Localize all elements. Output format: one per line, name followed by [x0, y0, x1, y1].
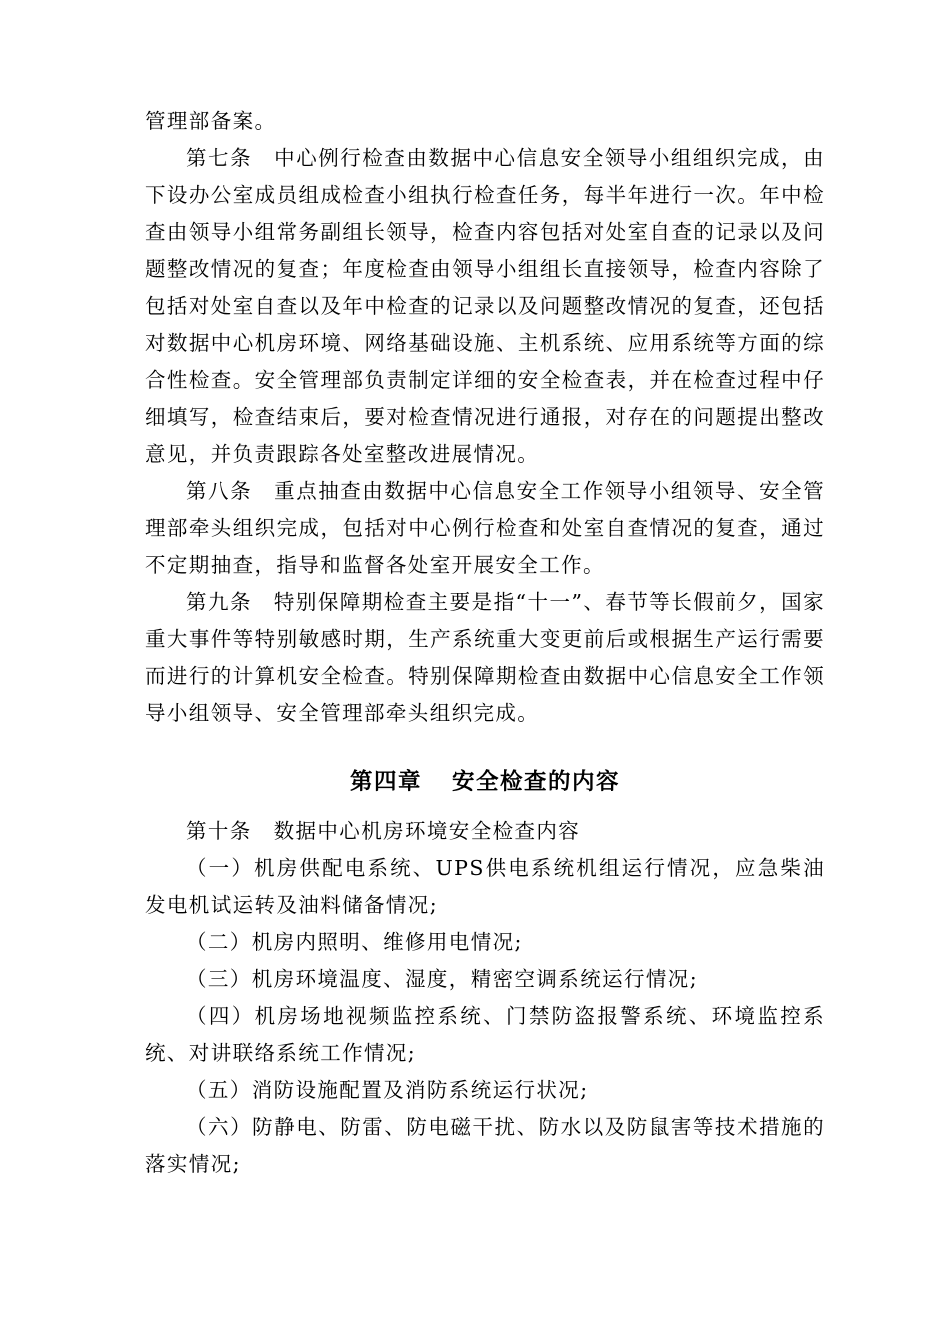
list-item-2: （二）机房内照明、维修用电情况; — [186, 930, 523, 954]
document-body — [145, 103, 825, 1183]
chapter-title: 安全检查的内容 — [452, 769, 621, 795]
article-10: 第十条 数据中心机房环境安全检查内容 — [186, 819, 581, 843]
article-9: 第九条 特别保障期检查主要是指“十一”、春节等长假前夕，国家重大事件等特别敏感时期，生产系统重大变更前后或根据生产运行需要而进行的计算机安全检查。特别保障期检查由数据中心信息安全工作领导小组领导、安全管理部牵头组织完成。 — [145, 590, 825, 725]
chapter-heading — [145, 767, 825, 797]
list-item-6: （六）防静电、防雷、防电磁干扰、防水以及防鼠害等技术措施的落实情况; — [145, 1115, 825, 1176]
chapter-number: 第四章 — [349, 769, 422, 795]
list-item-3: （三）机房环境温度、湿度，精密空调系统运行情况; — [186, 967, 699, 991]
list-item-5: （五）消防设施配置及消防系统运行状况; — [186, 1078, 589, 1102]
list-item-1: （一）机房供配电系统、UPS供电系统机组运行情况，应急柴油发电机试运转及油料储备情况; — [145, 856, 825, 917]
article-7: 第七条 中心例行检查由数据中心信息安全领导小组组织完成，由下设办公室成员组成检查小组执行检查任务，每半年进行一次。年中检查由领导小组常务副组长领导，检查内容包括对处室自查的记录以及问题整改情况的复查；年度检查由领导小组组长直接领导，检查内容除了包括对处室自查以及年中检查的记录以及问题整改情况的复查，还包括对数据中心机房环境、网络基础设施、主机系统、应用系统等方面的综合性检查。安全管理部负责制定详细的安全检查表，并在检查过程中仔细填写，检查结束后，要对检查情况进行通报，对存在的问题提出整改意见，并负责跟踪各处室整改进展情况。 — [145, 146, 825, 466]
article-8: 第八条 重点抽查由数据中心信息安全工作领导小组领导、安全管理部牵头组织完成，包括对中心例行检查和处室自查情况的复查，通过不定期抽查，指导和监督各处室开展安全工作。 — [145, 479, 825, 577]
list-item-4: （四）机房场地视频监控系统、门禁防盗报警系统、环境监控系统、对讲联络系统工作情况; — [145, 1004, 825, 1065]
continuation-text: 管理部备案。 — [145, 109, 277, 133]
